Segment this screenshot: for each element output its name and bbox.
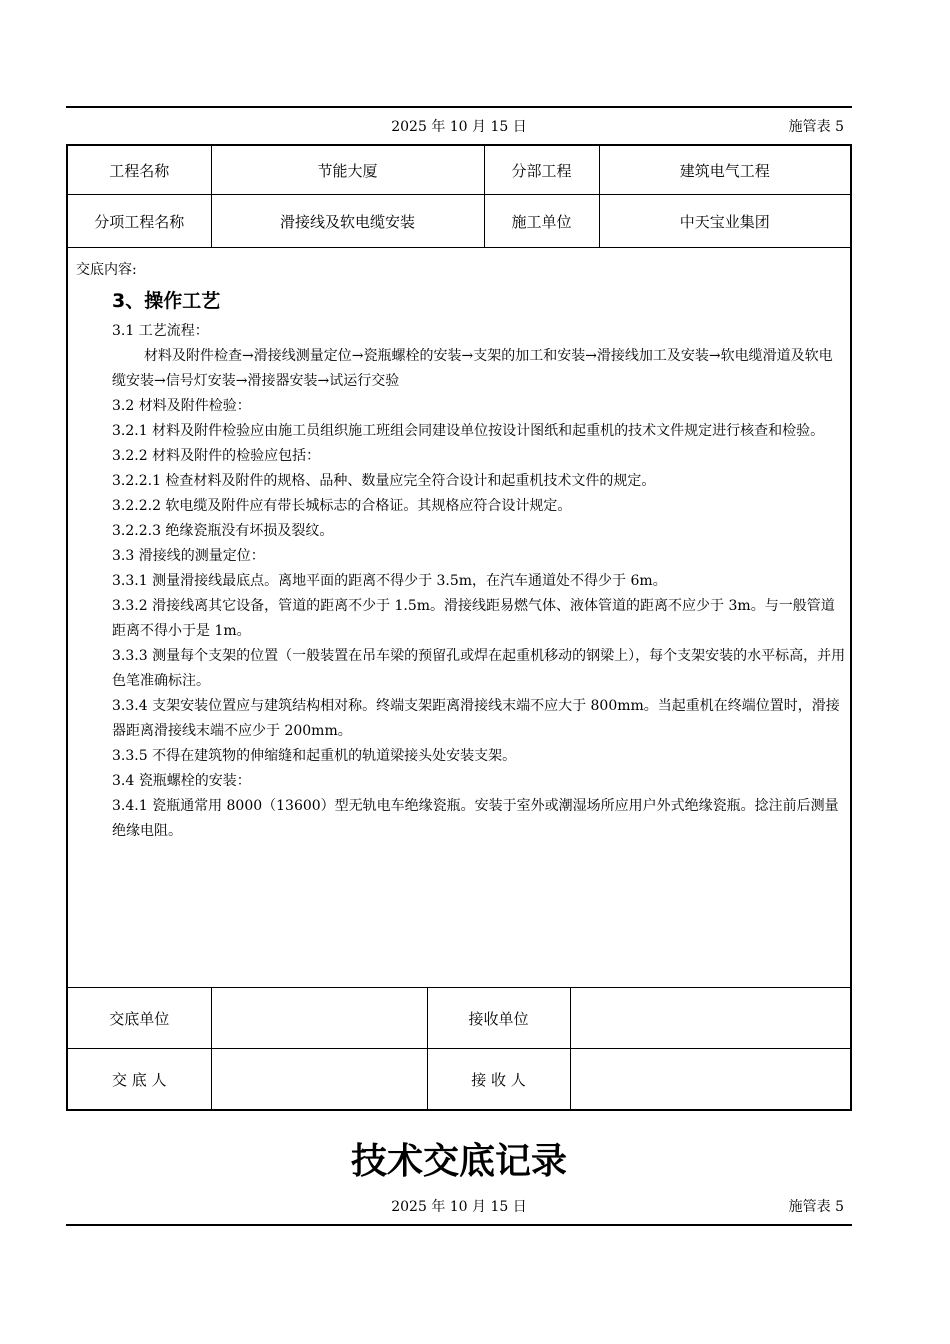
subitem-name-label: 分项工程名称 (68, 195, 211, 248)
content-line: 3.1 工艺流程： (112, 323, 209, 339)
content-line: 材料及附件检查→滑接线测量定位→瓷瓶螺栓的安装→支架的加工和安装→滑接线加工及安装→软电缆滑道及软电缆安装→信号灯安装→滑接器安装→试运行交验 (112, 348, 833, 389)
unit-row (68, 988, 850, 1049)
content-line: 3.3 滑接线的测量定位： (112, 548, 265, 564)
receiver-person-field[interactable] (570, 1049, 850, 1110)
section-heading: 3、操作工艺 (112, 290, 221, 312)
subitem-name-value: 滑接线及软电缆安装 (211, 195, 484, 248)
content-line: 3.2.2.2 软电缆及附件应有带长城标志的合格证。其规格应符合设计规定。 (112, 498, 572, 514)
header-date-line (66, 116, 852, 138)
content-line: 3.3.1 测量滑接线最底点。离地平面的距离不得少于 3.5m，在汽车通道处不得少于 6m。 (112, 573, 667, 589)
division-value: 建筑电气工程 (599, 146, 850, 195)
issuer-unit-field[interactable] (211, 988, 427, 1049)
division-label: 分部工程 (484, 146, 599, 195)
content-line: 3.2.2.3 绝缘瓷瓶没有坏损及裂纹。 (112, 523, 334, 539)
top-rule (66, 106, 852, 108)
project-info-row (68, 146, 850, 195)
subitem-info-row (68, 195, 850, 248)
footer-form-number: 施管表 5 (788, 1199, 844, 1215)
header-date: 2025 年 10 月 15 日 (391, 119, 527, 135)
content-line: 3.2.2 材料及附件的检验应包括： (112, 448, 321, 464)
footer-date-line (66, 1196, 852, 1218)
content-line: 3.4.1 瓷瓶通常用 8000（13600）型无轨电车绝缘瓷瓶。安装于室外或潮湿场所应用户外式绝缘瓷瓶。捻注前后测量绝缘电阻。 (112, 798, 839, 839)
issuer-person-label: 交 底 人 (68, 1049, 211, 1110)
receiver-unit-field[interactable] (570, 988, 850, 1049)
project-info-table (68, 146, 850, 248)
content-line: 3.3.5 不得在建筑物的伸缩缝和起重机的轨道梁接头处安装支架。 (112, 748, 517, 764)
project-name-label: 工程名称 (68, 146, 211, 195)
content-line: 3.2.1 材料及附件检验应由施工员组织施工班组会同建设单位按设计图纸和起重机的技术文件规定进行核查和检验。 (112, 423, 825, 439)
document-title: 技术交底记录 (350, 1141, 567, 1182)
footer-date: 2025 年 10 月 15 日 (391, 1199, 527, 1215)
record-form (66, 144, 852, 1111)
content-line: 3.3.2 滑接线离其它设备，管道的距离不少于 1.5m。滑接线距易燃气体、液体管道的距离不应少于 3m。与一般管道距离不得小于是 1m。 (112, 598, 835, 639)
person-row (68, 1049, 850, 1110)
signature-table (68, 987, 850, 1109)
content-lead: 交底内容: (76, 262, 137, 278)
project-name-value: 节能大厦 (211, 146, 484, 195)
content-line: 3.2 材料及附件检验： (112, 398, 251, 414)
issuer-unit-label: 交底单位 (68, 988, 211, 1049)
bottom-rule (66, 1224, 852, 1226)
header-form-number: 施管表 5 (788, 119, 844, 135)
receiver-unit-label: 接收单位 (427, 988, 570, 1049)
briefing-content (76, 258, 846, 844)
content-line: 3.3.4 支架安装位置应与建筑结构相对称。终端支架距离滑接线末端不应大于 800mm。当起重机在终端位置时，滑接器距离滑接线末端不应少于 200mm。 (112, 698, 840, 739)
content-line: 3.2.2.1 检查材料及附件的规格、品种、数量应完全符合设计和起重机技术文件的规定。 (112, 473, 656, 489)
content-line: 3.3.3 测量每个支架的位置（一般装置在吊车梁的预留孔或焊在起重机移动的钢梁上），每个支架安装的水平标高，并用色笔准确标注。 (112, 648, 846, 689)
content-line: 3.4 瓷瓶螺栓的安装： (112, 773, 251, 789)
issuer-person-field[interactable] (211, 1049, 427, 1110)
contractor-label: 施工单位 (484, 195, 599, 248)
contractor-value: 中天宝业集团 (599, 195, 850, 248)
receiver-person-label: 接 收 人 (427, 1049, 570, 1110)
